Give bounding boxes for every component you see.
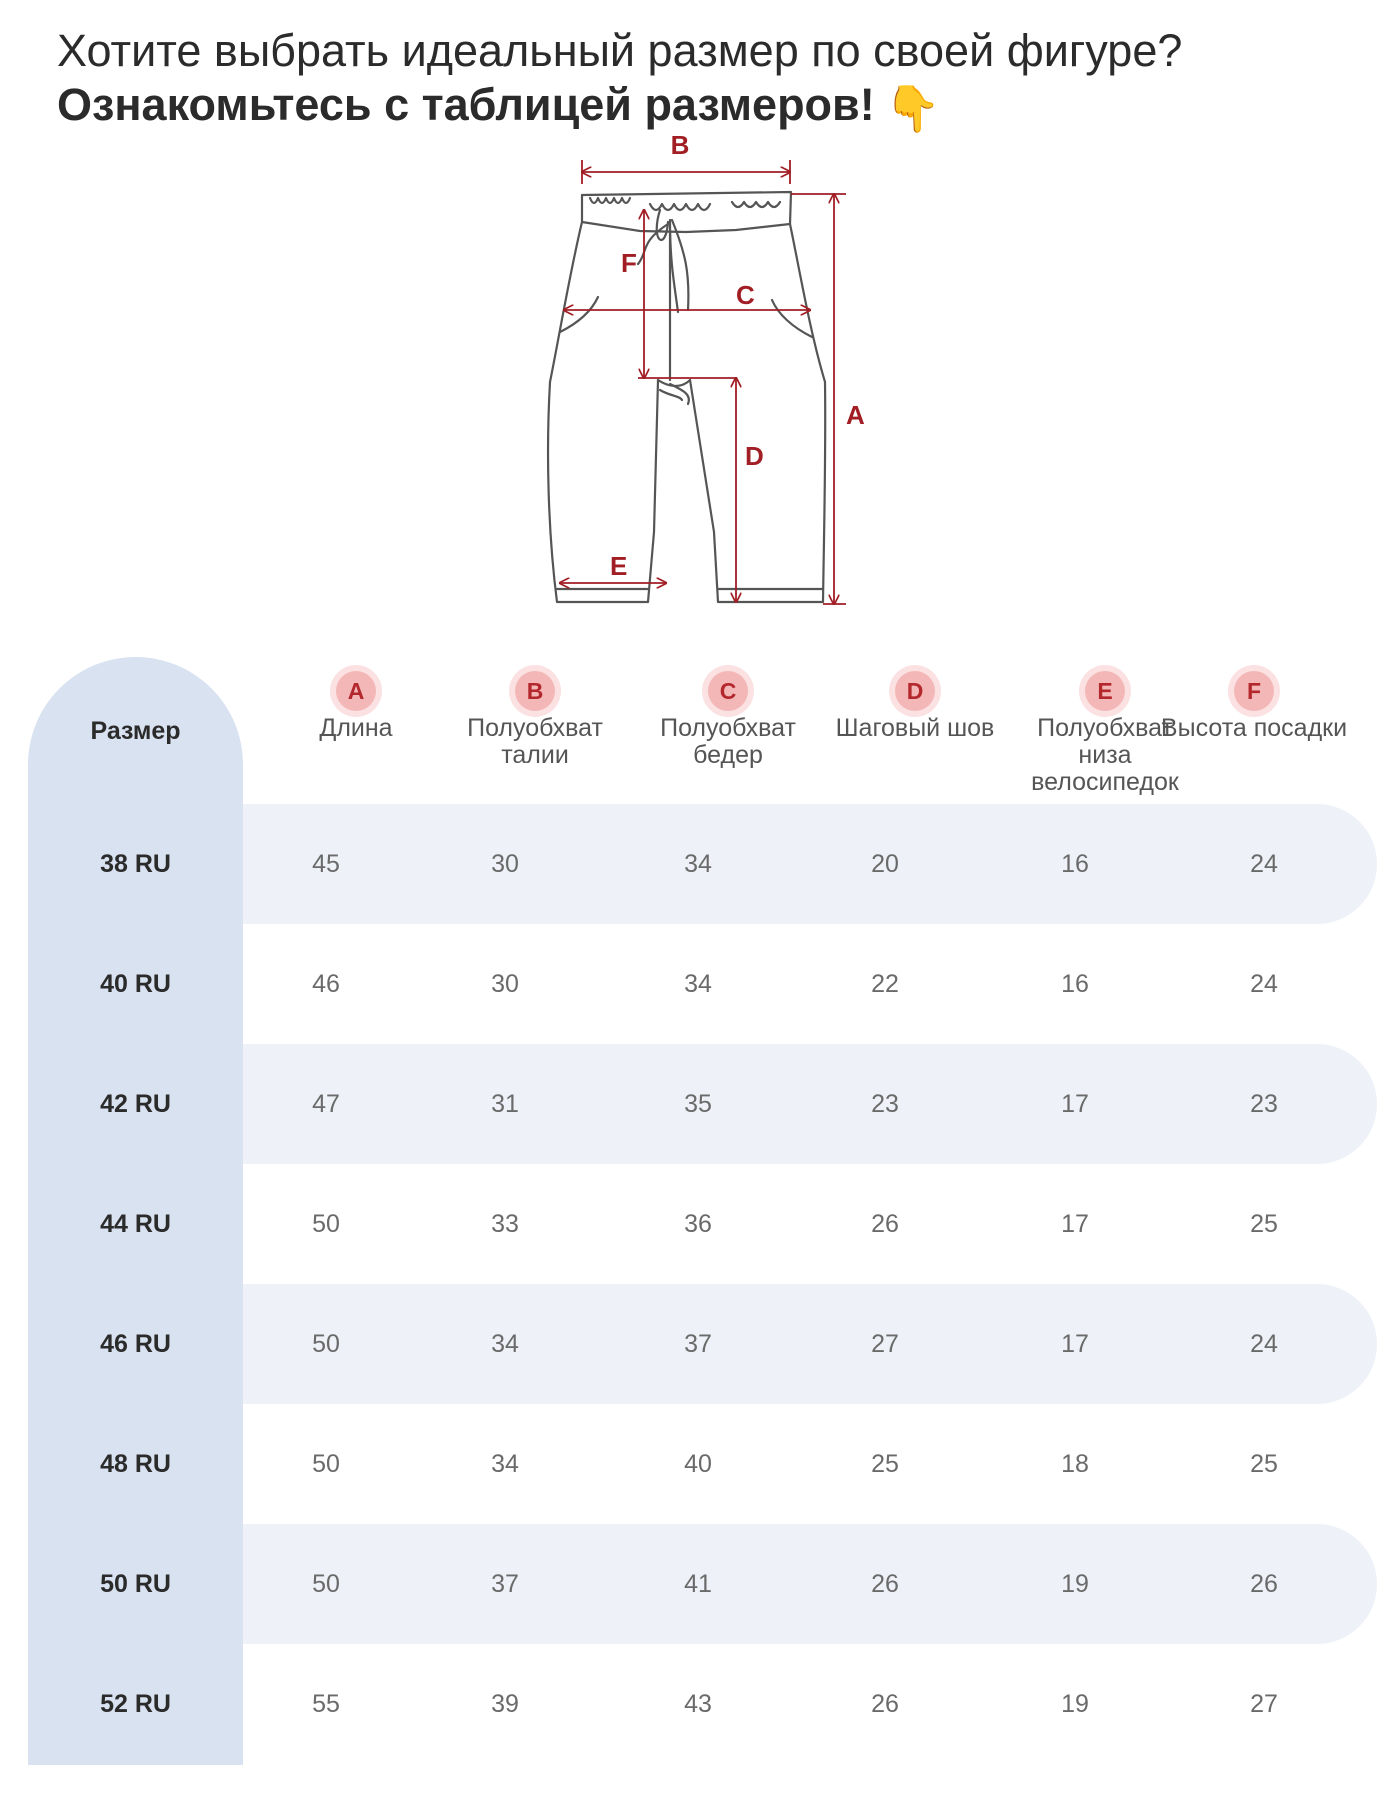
diagram-label-e: E — [610, 551, 628, 581]
measurement-lines — [560, 160, 846, 604]
column-header-hips — [633, 671, 823, 769]
column-label: Высота посадки — [1160, 714, 1348, 742]
value-cell: 39 — [491, 1690, 519, 1718]
table-row — [28, 1404, 1350, 1524]
value-cell: 23 — [871, 1090, 899, 1118]
value-cell: 34 — [491, 1330, 519, 1358]
value-cell: 25 — [871, 1450, 899, 1478]
value-cell: 18 — [1061, 1450, 1089, 1478]
size-cell: 50 RU — [100, 1570, 171, 1598]
column-label: Шаговый шов — [835, 714, 995, 742]
value-cell: 45 — [312, 850, 340, 878]
headline-cta-text: Ознакомьтесь с таблицей размеров! — [57, 79, 875, 130]
value-cell: 36 — [684, 1210, 712, 1238]
diagram-label-b: B — [670, 130, 690, 160]
value-cell: 16 — [1061, 970, 1089, 998]
value-cell: 25 — [1250, 1450, 1278, 1478]
column-header-length — [261, 671, 451, 742]
value-cell: 34 — [684, 850, 712, 878]
size-cell: 40 RU — [100, 970, 171, 998]
value-cell: 35 — [684, 1090, 712, 1118]
value-cell: 20 — [871, 850, 899, 878]
shorts-body-right — [690, 224, 825, 602]
crotch-wrinkles — [660, 384, 689, 404]
shorts-measurement-diagram — [520, 130, 865, 612]
value-cell: 34 — [491, 1450, 519, 1478]
value-cell: 50 — [312, 1330, 340, 1358]
value-cell: 19 — [1061, 1690, 1089, 1718]
value-cell: 46 — [312, 970, 340, 998]
value-cell: 47 — [312, 1090, 340, 1118]
badge-d: D — [895, 671, 935, 711]
value-cell: 33 — [491, 1210, 519, 1238]
value-cell: 37 — [684, 1330, 712, 1358]
value-cell: 23 — [1250, 1090, 1278, 1118]
value-cell: 17 — [1061, 1090, 1089, 1118]
badge-c: C — [708, 671, 748, 711]
shorts-body-left — [548, 222, 658, 602]
badge-b: B — [515, 671, 555, 711]
value-cell: 17 — [1061, 1210, 1089, 1238]
column-label: Полуобхват низа велосипедок — [1031, 714, 1179, 796]
size-chart-table — [28, 657, 1350, 1765]
value-cell: 24 — [1250, 970, 1278, 998]
value-cell: 55 — [312, 1690, 340, 1718]
badge-a: A — [336, 671, 376, 711]
diagram-label-a: A — [846, 400, 865, 430]
value-cell: 19 — [1061, 1570, 1089, 1598]
value-cell: 34 — [684, 970, 712, 998]
badge-f: F — [1234, 671, 1274, 711]
shorts-sketch — [548, 192, 825, 602]
drawstring — [638, 210, 688, 312]
size-cell: 38 RU — [100, 850, 171, 878]
size-cell: 46 RU — [100, 1330, 171, 1358]
value-cell: 22 — [871, 970, 899, 998]
size-column-header: Размер — [90, 717, 181, 745]
table-row — [28, 924, 1350, 1044]
value-cell: 40 — [684, 1450, 712, 1478]
value-cell: 50 — [312, 1450, 340, 1478]
value-cell: 17 — [1061, 1330, 1089, 1358]
badge-e: E — [1085, 671, 1125, 711]
value-cell: 41 — [684, 1570, 712, 1598]
value-cell: 26 — [871, 1210, 899, 1238]
headline-call-to-action — [57, 78, 1182, 136]
value-cell: 25 — [1250, 1210, 1278, 1238]
value-cell: 26 — [871, 1690, 899, 1718]
value-cell: 30 — [491, 850, 519, 878]
table-row — [28, 804, 1350, 924]
size-cell: 42 RU — [100, 1090, 171, 1118]
waistband-gathers — [590, 198, 780, 210]
value-cell: 26 — [1250, 1570, 1278, 1598]
measurement-labels — [610, 130, 865, 581]
value-cell: 24 — [1250, 1330, 1278, 1358]
column-header-rise — [1159, 671, 1349, 742]
value-cell: 24 — [1250, 850, 1278, 878]
value-cell: 16 — [1061, 850, 1089, 878]
size-cell: 44 RU — [100, 1210, 171, 1238]
value-cell: 50 — [312, 1210, 340, 1238]
size-cell: 48 RU — [100, 1450, 171, 1478]
size-cell: 52 RU — [100, 1690, 171, 1718]
column-label: Полуобхват талии — [467, 714, 603, 769]
table-row — [28, 1164, 1350, 1284]
column-header-waist — [440, 671, 630, 769]
column-label: Полуобхват бедер — [660, 714, 796, 769]
table-row — [28, 1524, 1350, 1644]
diagram-label-c: C — [736, 280, 755, 310]
value-cell: 50 — [312, 1570, 340, 1598]
column-label: Длина — [319, 714, 393, 742]
diagram-label-f: F — [621, 248, 637, 278]
value-cell: 26 — [871, 1570, 899, 1598]
value-cell: 30 — [491, 970, 519, 998]
pointing-down-icon: 👇 — [884, 83, 941, 134]
value-cell: 31 — [491, 1090, 519, 1118]
value-cell: 43 — [684, 1690, 712, 1718]
value-cell: 37 — [491, 1570, 519, 1598]
column-header-inseam — [820, 671, 1010, 742]
page-headline — [57, 24, 1182, 136]
value-cell: 27 — [871, 1330, 899, 1358]
table-row — [28, 1284, 1350, 1404]
diagram-label-d: D — [745, 441, 764, 471]
table-row — [28, 1644, 1350, 1764]
value-cell: 27 — [1250, 1690, 1278, 1718]
table-row — [28, 1044, 1350, 1164]
headline-question: Хотите выбрать идеальный размер по своей фигуре? — [57, 25, 1183, 76]
